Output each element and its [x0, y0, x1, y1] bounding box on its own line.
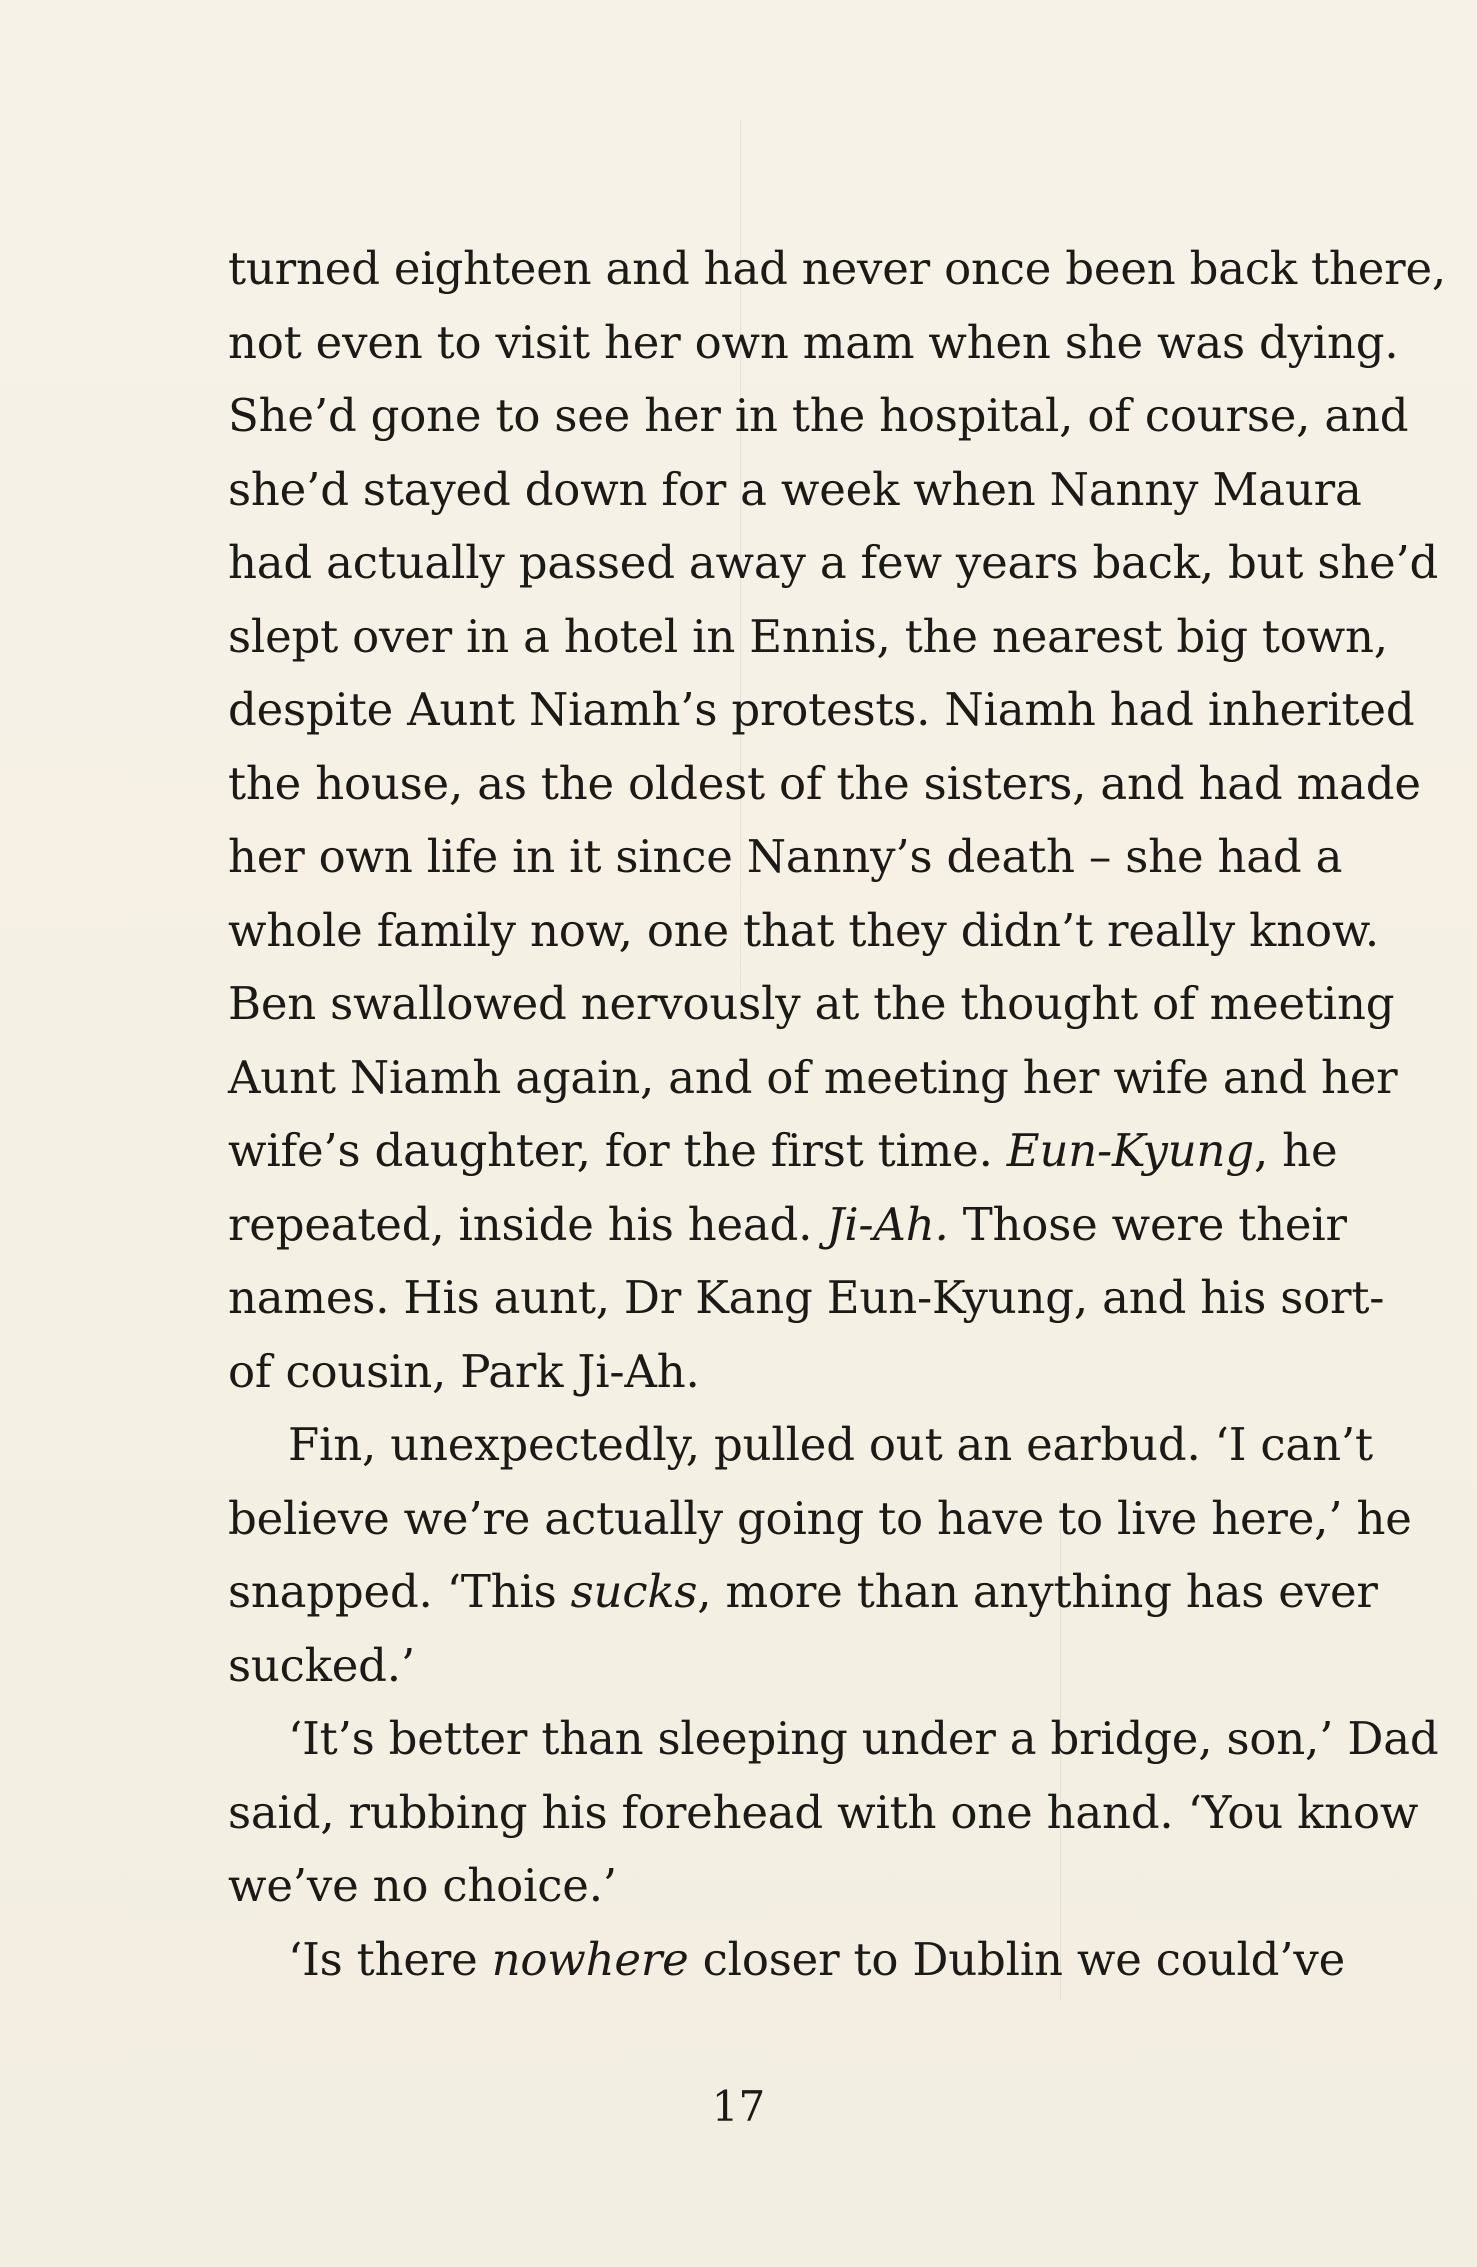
italic-text: Ji-Ah. — [826, 1197, 949, 1251]
text-line — [228, 306, 1399, 380]
text-line — [228, 967, 1395, 1041]
text-run: had actually passed away a few years back, but she’d — [228, 536, 1439, 589]
text-run: She’d gone to see her in the hospital, of course, and — [228, 389, 1409, 442]
text-line — [228, 1041, 1398, 1115]
italic-text: sucks — [570, 1565, 698, 1618]
text-run: the house, as the oldest of the sisters, and had made — [228, 756, 1421, 810]
text-line — [228, 379, 1409, 453]
text-line — [228, 673, 1415, 747]
text-line — [228, 1923, 1346, 1997]
text-run: her own life in it since Nanny’s death – she had a — [228, 830, 1343, 883]
text-line — [228, 1702, 1439, 1776]
text-run: said, rubbing his forehead with one hand. ‘You know — [228, 1785, 1419, 1839]
text-run: Those were their — [948, 1197, 1347, 1251]
text-line — [228, 232, 1446, 306]
text-run: slept over in a hotel in Ennis, the nearest big town, — [228, 609, 1388, 663]
text-line — [228, 600, 1388, 674]
text-line — [228, 1776, 1419, 1850]
text-line — [228, 1849, 1328, 1923]
text-run: sucked.’ — [228, 1638, 415, 1692]
text-run: despite Aunt Niamh’s protests. Niamh had inherited — [228, 683, 1415, 736]
text-run: not even to visit her own mam when she was dying. — [228, 315, 1399, 369]
page-number: 17 — [711, 2082, 766, 2131]
text-line — [228, 747, 1421, 821]
text-line — [228, 1629, 1328, 1703]
text-run: wife’s daughter, for the first time. — [228, 1124, 1007, 1177]
text-run: Aunt Niamh again, and of meeting her wife and her — [228, 1050, 1398, 1104]
text-line — [228, 1188, 1347, 1262]
italic-text: Eun-Kyung — [1006, 1124, 1254, 1177]
text-run: ‘Is there — [288, 1932, 492, 1986]
text-line — [228, 453, 1362, 527]
text-run: names. His aunt, Dr Kang Eun-Kyung, and his sort- — [228, 1271, 1385, 1324]
text-line — [228, 1555, 1378, 1629]
text-run: she’d stayed down for a week when Nanny Maura — [228, 462, 1362, 516]
text-run: whole family now, one that they didn’t really know. — [228, 903, 1379, 957]
italic-text: nowhere — [491, 1932, 689, 1986]
text-run: we’ve no choice.’ — [228, 1859, 617, 1912]
text-line — [228, 1482, 1412, 1556]
text-run: , he — [1253, 1124, 1338, 1177]
text-run: believe we’re actually going to have to live here,’ he — [228, 1491, 1412, 1545]
text-run: snapped. ‘This — [228, 1565, 571, 1618]
text-line — [228, 1408, 1373, 1482]
text-run: ‘It’s better than sleeping under a bridge, son,’ Dad — [288, 1712, 1439, 1765]
text-line — [228, 1335, 1328, 1409]
text-line — [228, 1261, 1385, 1335]
text-run: turned eighteen and had never once been back there, — [228, 242, 1446, 295]
text-line — [228, 526, 1439, 600]
text-run: Fin, unexpectedly, pulled out an earbud. ‘I can’t — [288, 1418, 1373, 1471]
text-run: repeated, inside his head. — [228, 1197, 827, 1251]
text-run: Ben swallowed nervously at the thought of meeting — [228, 977, 1395, 1030]
body-text — [228, 232, 1446, 1996]
text-run: of cousin, Park Ji-Ah. — [228, 1344, 700, 1398]
text-run: closer to Dublin we could’ve — [688, 1932, 1346, 1986]
text-line — [228, 820, 1343, 894]
text-line — [228, 1114, 1338, 1188]
text-line — [228, 894, 1379, 968]
text-run: , more than anything has ever — [697, 1565, 1378, 1618]
